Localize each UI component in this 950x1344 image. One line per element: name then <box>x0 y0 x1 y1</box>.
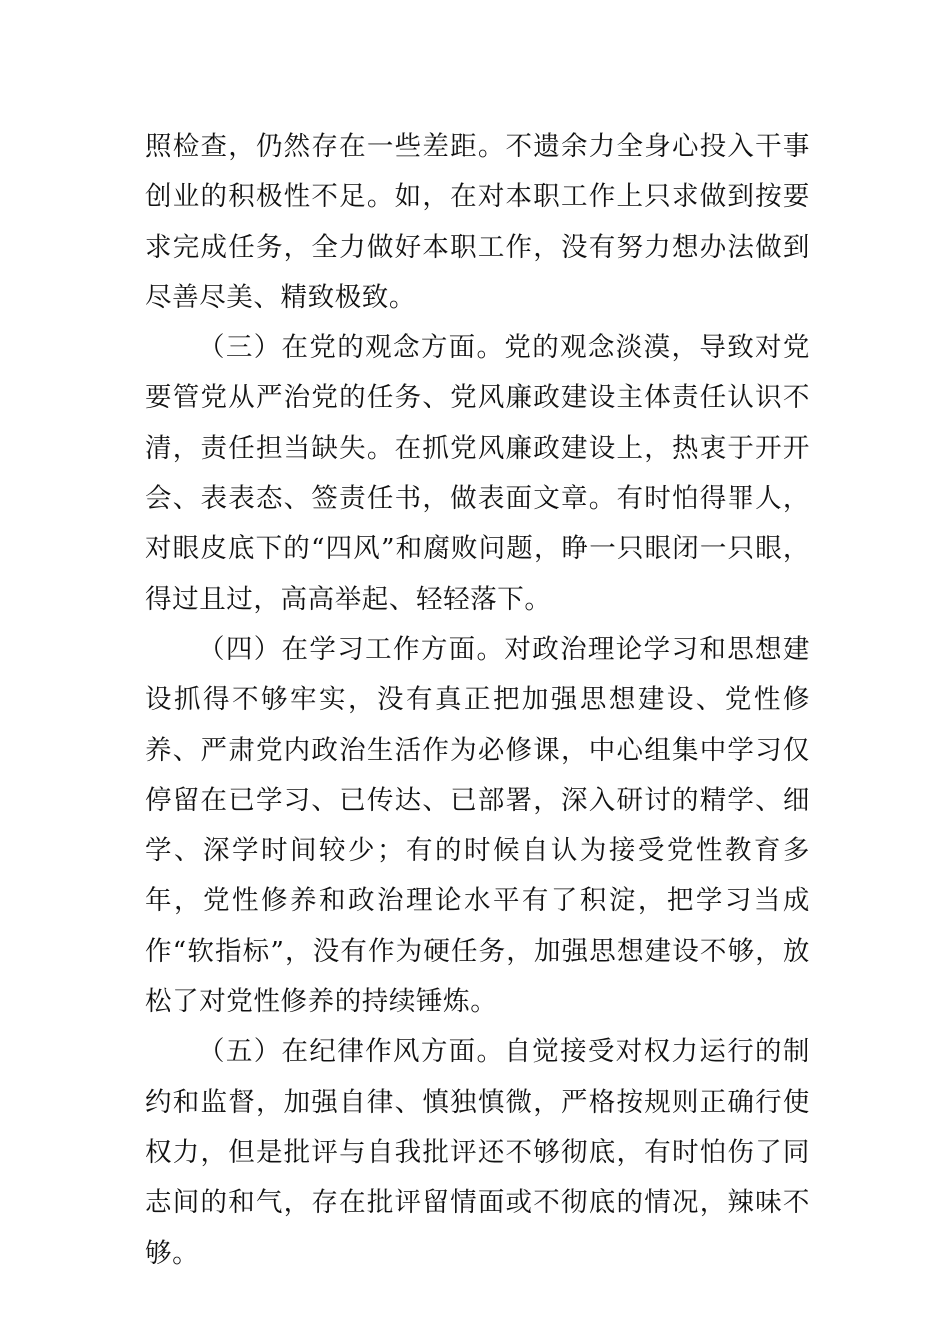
paragraph-continuation: 照检查，仍然存在一些差距。不遗余力全身心投入干事创业的积极性不足。如，在对本职工作上只求做到按要求完成任务，全力做好本职工作，没有努力想办法做到尽善尽美、精致极致。 <box>145 131 810 313</box>
paragraph-party-concept: （三）在党的观念方面。党的观念淡漠，导致对党要管党从严治党的任务、党风廉政建设主体责任认识不清，责任担当缺失。在抓党风廉政建设上，热衷于开开会、表表态、签责任书，做表面文章。有时怕得罪人，对眼皮底下的“四风”和腐败问题，睁一只眼闭一只眼，得过且过，高高举起、轻轻落下。 <box>145 332 810 615</box>
paragraph-study-work: （四）在学习工作方面。对政治理论学习和思想建设抓得不够牢实，没有真正把加强思想建设、党性修养、严肃党内政治生活作为必修课，中心组集中学习仅停留在已学习、已传达、已部署，深入研讨的精学、细学、深学时间较少；有的时候自认为接受党性教育多年，党性修养和政治理论水平有了积淀，把学习当成作“软指标”，没有作为硬任务，加强思想建设不够，放松了对党性修养的持续锤炼。 <box>145 633 810 1018</box>
paragraph-discipline-style: （五）在纪律作风方面。自觉接受对权力运行的制约和监督，加强自律、慎独慎微，严格按规则正确行使权力，但是批评与自我批评还不够彻底，有时怕伤了同志间的和气，存在批评留情面或不彻底的情况，辣味不够。 <box>145 1036 810 1269</box>
document-body <box>145 122 810 1279</box>
